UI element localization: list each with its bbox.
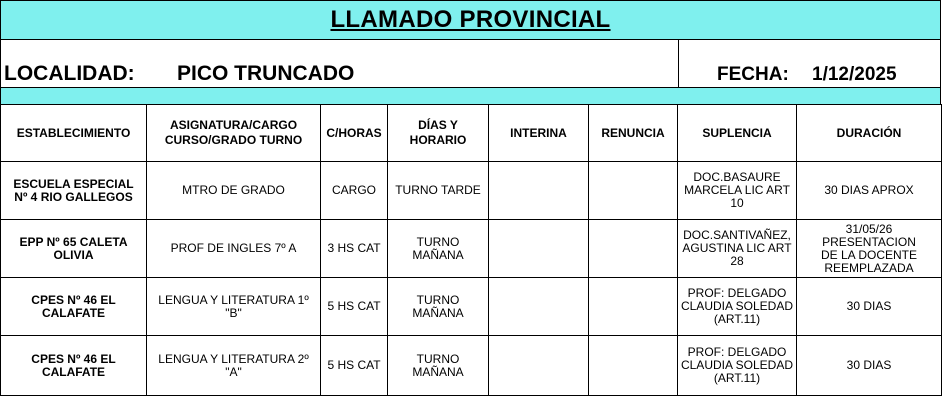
header-row [1, 105, 942, 162]
cell-dias: TURNO MAÑANA [388, 220, 489, 278]
cell-asignatura: LENGUA Y LITERATURA 2º "A" [147, 336, 321, 396]
cell-renuncia [589, 220, 678, 278]
title-bar [0, 0, 941, 40]
header-interina: INTERINA [489, 105, 589, 162]
cell-interina [489, 336, 589, 396]
cell-horas: CARGO [321, 162, 388, 220]
header-suplencia: SUPLENCIA [678, 105, 797, 162]
cell-suplencia: DOC.BASAURE MARCELA LIC ART 10 [678, 162, 797, 220]
cell-interina [489, 162, 589, 220]
info-divider [678, 40, 679, 87]
cell-asignatura: MTRO DE GRADO [147, 162, 321, 220]
cell-asignatura: PROF DE INGLES 7º A [147, 220, 321, 278]
table-row [1, 162, 942, 220]
header-establecimiento: ESTABLECIMIENTO [1, 105, 147, 162]
cell-dias: TURNO TARDE [388, 162, 489, 220]
cell-renuncia [589, 162, 678, 220]
cell-suplencia: PROF: DELGADO CLAUDIA SOLEDAD (ART.11) [678, 278, 797, 336]
cell-establecimiento: CPES Nº 46 EL CALAFATE [1, 336, 147, 396]
info-row [0, 40, 941, 88]
cell-establecimiento: ESCUELA ESPECIAL Nº 4 RIO GALLEGOS [1, 162, 147, 220]
cell-duracion: 31/05/26 PRESENTACION DE LA DOCENTE REEMPLAZADA [797, 220, 942, 278]
llamado-table [0, 104, 942, 396]
fecha-value: 1/12/2025 [812, 64, 897, 85]
cell-dias: TURNO MAÑANA [388, 278, 489, 336]
spacer-band [0, 88, 941, 105]
page-title: LLAMADO PROVINCIAL [330, 6, 611, 33]
cell-duracion: 30 DIAS [797, 278, 942, 336]
cell-horas: 3 HS CAT [321, 220, 388, 278]
cell-horas: 5 HS CAT [321, 336, 388, 396]
header-duracion: DURACIÓN [797, 105, 942, 162]
fecha-label: FECHA: [717, 64, 789, 85]
cell-renuncia [589, 278, 678, 336]
cell-establecimiento: CPES Nº 46 EL CALAFATE [1, 278, 147, 336]
cell-dias: TURNO MAÑANA [388, 336, 489, 396]
header-dias: DÍAS Y HORARIO [388, 105, 489, 162]
header-renuncia: RENUNCIA [589, 105, 678, 162]
table-row [1, 336, 942, 396]
cell-duracion: 30 DIAS [797, 336, 942, 396]
table-row [1, 220, 942, 278]
cell-duracion: 30 DIAS APROX [797, 162, 942, 220]
cell-suplencia: DOC.SANTIVAÑEZ, AGUSTINA LIC ART 28 [678, 220, 797, 278]
cell-renuncia [589, 336, 678, 396]
cell-interina [489, 220, 589, 278]
localidad-label: LOCALIDAD: [4, 62, 135, 85]
cell-suplencia: PROF: DELGADO CLAUDIA SOLEDAD (ART.11) [678, 336, 797, 396]
cell-interina [489, 278, 589, 336]
header-horas: C/HORAS [321, 105, 388, 162]
cell-asignatura: LENGUA Y LITERATURA 1º "B" [147, 278, 321, 336]
header-asignatura: ASIGNATURA/CARGO CURSO/GRADO TURNO [147, 105, 321, 162]
table-row [1, 278, 942, 336]
localidad-value: PICO TRUNCADO [177, 62, 355, 85]
cell-establecimiento: EPP Nº 65 CALETA OLIVIA [1, 220, 147, 278]
cell-horas: 5 HS CAT [321, 278, 388, 336]
